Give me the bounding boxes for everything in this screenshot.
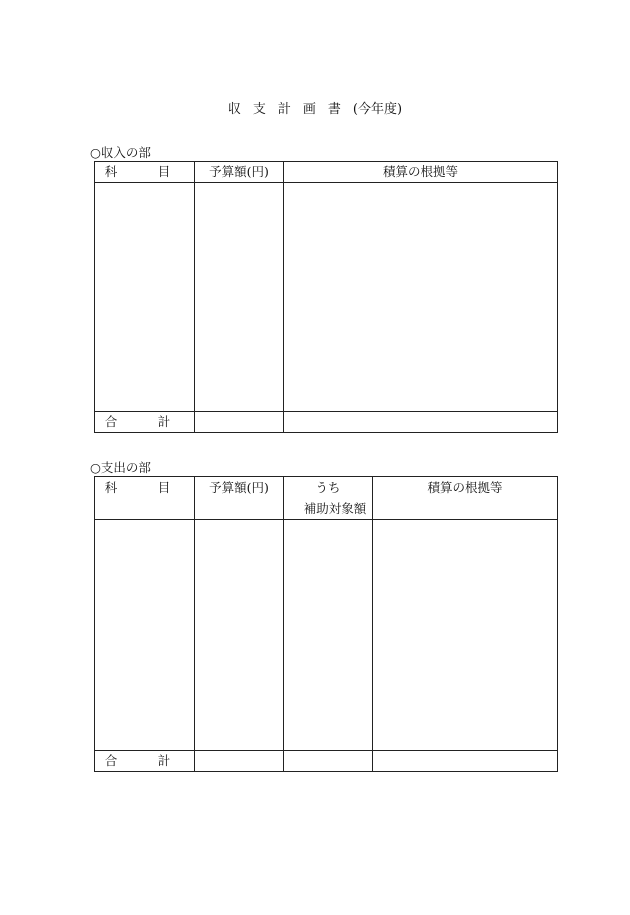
income-header-row <box>95 162 558 183</box>
expense-subsidy-cell[interactable] <box>284 520 373 751</box>
income-total-basis-cell[interactable] <box>284 412 558 433</box>
expense-total-subsidy-cell[interactable] <box>284 751 373 772</box>
expense-table <box>94 476 558 772</box>
expense-item-cell[interactable] <box>95 520 195 751</box>
expense-header-subsidy-line1: うち <box>315 480 341 495</box>
income-item-cell[interactable] <box>95 183 195 412</box>
document-title <box>0 98 630 117</box>
expense-total-budget-cell[interactable] <box>195 751 284 772</box>
expense-header-item: 科 目 <box>95 477 195 520</box>
income-table <box>94 161 558 433</box>
expense-total-label: 合 計 <box>95 751 195 772</box>
expense-budget-cell[interactable] <box>195 520 284 751</box>
income-total-label: 合 計 <box>95 412 195 433</box>
income-budget-cell[interactable] <box>195 183 284 412</box>
expense-body-row <box>95 520 558 751</box>
expense-total-basis-cell[interactable] <box>373 751 558 772</box>
income-header-basis: 積算の根拠等 <box>284 162 558 183</box>
income-body-row <box>95 183 558 412</box>
expense-basis-cell[interactable] <box>373 520 558 751</box>
income-header-item: 科 目 <box>95 162 195 183</box>
expense-header-row <box>95 477 558 520</box>
expense-header-subsidy <box>284 477 373 520</box>
title-suffix: (今年度) <box>352 102 403 117</box>
expense-header-budget: 予算額(円) <box>195 477 284 520</box>
expense-total-row <box>95 751 558 772</box>
expense-section-label: ○支出の部 <box>90 460 151 475</box>
title-main: 収支計画書 <box>227 102 353 117</box>
income-section-label: ○収入の部 <box>90 145 151 160</box>
income-total-budget-cell[interactable] <box>195 412 284 433</box>
income-total-row <box>95 412 558 433</box>
income-basis-cell[interactable] <box>284 183 558 412</box>
expense-header-subsidy-line2: 補助対象額 <box>303 501 367 516</box>
income-header-budget: 予算額(円) <box>195 162 284 183</box>
expense-header-basis: 積算の根拠等 <box>373 477 558 520</box>
